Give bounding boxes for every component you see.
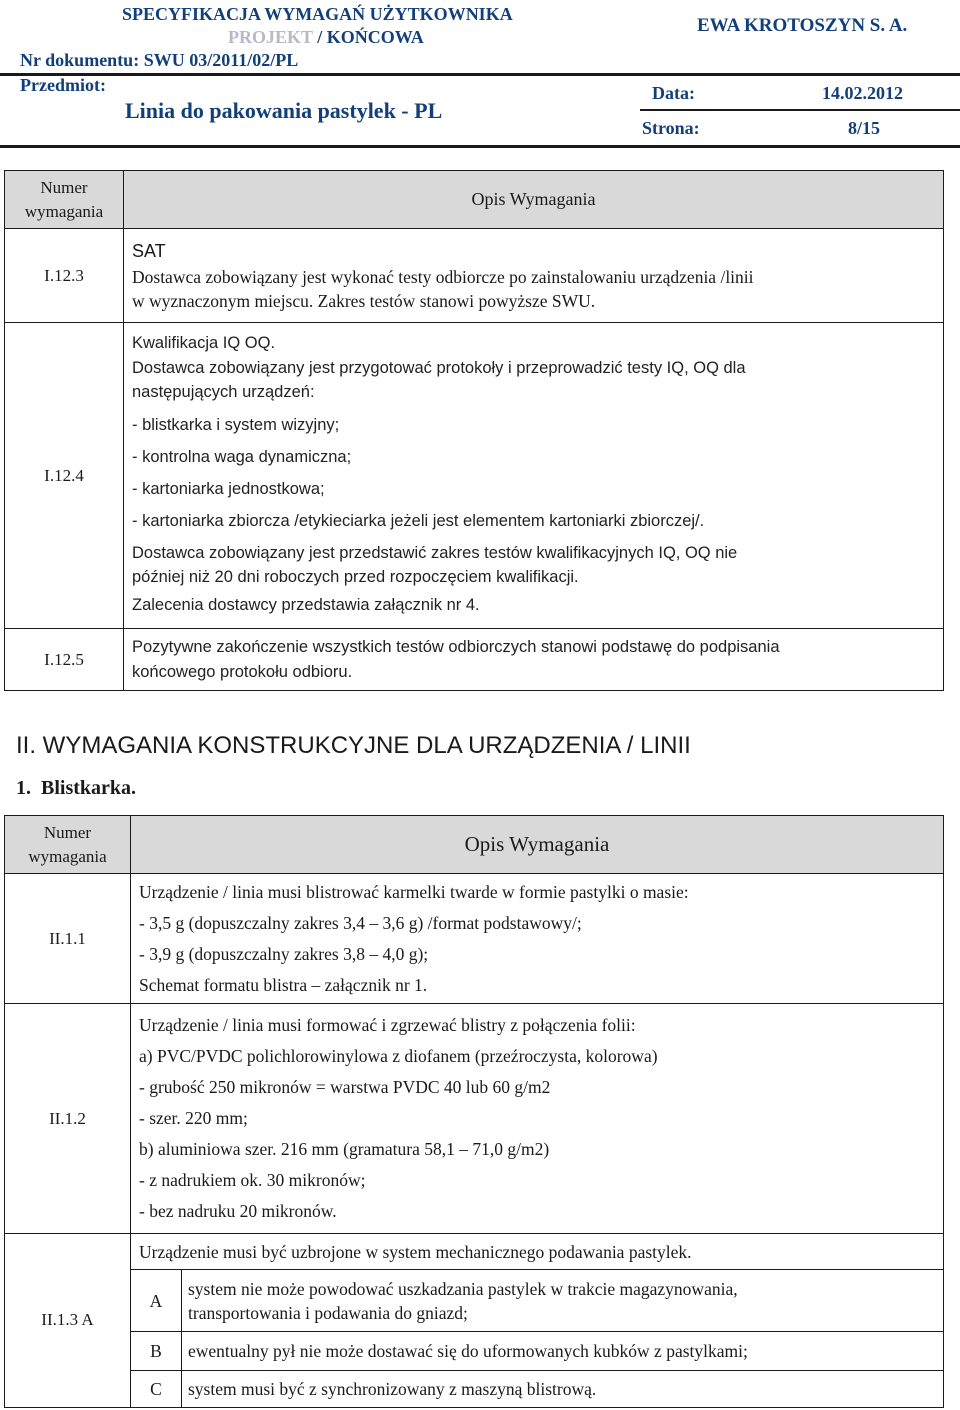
requirement-description [131,1004,944,1234]
description-line: system nie może powodować uszkadzania pastylek w trakcie magazynowania, [188,1278,738,1299]
description-line: - 3,9 g (dopuszczalny zakres 3,8 – 4,0 g); [139,943,429,964]
sub-requirement-text: system musi być z synchronizowany z maszyną blistrową. [182,1371,944,1407]
table-row [5,874,944,1004]
subject-value: Linia do pakowania pastylek - PL [125,98,443,123]
description-line: SAT [132,240,166,261]
description-line: w wyznaczonym miejscu. Zakres testów stanowi powyższe SWU. [132,290,596,311]
doc-number-row [20,50,298,71]
column-header-number [5,816,131,874]
table-row [5,1234,944,1408]
description-line: - grubość 250 mikronów = warstwa PVDC 40 lub 60 g/m2 [139,1077,551,1097]
sub-requirements-table [131,1269,943,1407]
doc-number: SWU 03/2011/02/PL [143,50,299,70]
table-row [5,323,944,629]
company-name: EWA KROTOSZYN S. A. [697,15,908,36]
requirements-table-1 [4,170,944,691]
header-rule-top [0,73,960,76]
description-line: - z nadrukiem ok. 30 mikronów; [139,1170,366,1190]
description-line: - kontrolna waga dynamiczna; [132,448,352,466]
sub-requirement-text: ewentualny pył nie może dostawać się do uformowanych kubków z pastylkami; [182,1332,944,1371]
description-line: następujących urządzeń: [132,383,315,401]
requirement-number: I.12.5 [5,629,124,691]
section-heading: II. WYMAGANIA KONSTRUKCYJNE DLA URZĄDZENIA / LINII [16,732,691,759]
column-header-number-line: Numer [40,177,88,197]
table-row [5,1004,944,1234]
subject-label: Przedmiot: [20,75,106,95]
description-line: Kwalifikacja IQ OQ. [132,334,276,352]
sub-requirement-row [131,1332,943,1371]
sub-requirement-row [131,1371,943,1407]
description-line: Dostawca zobowiązany jest przedstawić zakres testów kwalifikacyjnych IQ, OQ nie [132,544,738,562]
description-line: - bez nadruku 20 mikronów. [139,1201,337,1221]
status-projekt: PROJEKT [228,27,313,47]
description-line: transportowania i podawania do gniazd; [188,1302,468,1323]
requirement-number: I.12.3 [5,229,124,323]
column-header-description: Opis Wymagania [124,171,944,229]
date-label: Data: [652,83,695,103]
header-rule-bottom [0,145,960,148]
column-header-number-line: wymagania [24,201,104,221]
requirement-description [131,874,944,1004]
description-line: - szer. 220 mm; [139,1108,248,1128]
subsection-heading: 1. Blistkarka. [16,777,137,799]
requirement-number: II.1.3 A [5,1234,131,1408]
table-row [5,229,944,323]
requirements-table-2 [4,815,944,1408]
sub-requirement-letter: C [131,1371,182,1407]
requirement-description [124,323,944,629]
column-header-number [5,171,124,229]
page-number: 8/15 [848,118,881,138]
description-line: b) aluminiowa szer. 216 mm (gramatura 58,1 – 71,0 g/m2) [139,1139,550,1159]
description-line: Dostawca zobowiązany jest przygotować protokoły i przeprowadzić testy IQ, OQ dla [132,359,746,377]
description-line: - 3,5 g (dopuszczalny zakres 3,4 – 3,6 g) /format podstawowy/; [139,912,582,933]
description-line: później niż 20 dni roboczych przed rozpoczęciem kwalifikacji. [132,568,579,586]
date-divider [640,109,960,111]
requirement-number: II.1.1 [5,874,131,1004]
column-header-description: Opis Wymagania [131,816,944,874]
table-header-row [5,171,944,229]
document-status [228,27,424,48]
description-line: Schemat formatu blistra – załącznik nr 1. [139,974,428,995]
requirement-description [124,629,944,691]
sub-requirement-row [131,1270,943,1332]
sub-requirement-letter: B [131,1332,182,1371]
description-line: Dostawca zobowiązany jest wykonać testy odbiorcze po zainstalowaniu urządzenia /linii [132,266,754,287]
description-line: Zalecenia dostawcy przedstawia załącznik nr 4. [132,596,480,614]
description-line: Pozytywne zakończenie wszystkich testów odbiorczych stanowi podstawę do podpisania [132,637,780,656]
doc-number-label: Nr dokumentu: [20,50,140,70]
date-value: 14.02.2012 [822,83,903,103]
description-line: - kartoniarka zbiorcza /etykieciarka jeżeli jest elementem kartoniarki zbiorczej/. [132,512,705,530]
description-line: końcowego protokołu odbioru. [132,662,353,681]
page-label: Strona: [642,118,700,138]
column-header-number-line: Numer [43,822,92,842]
sub-requirement-letter: A [131,1270,182,1332]
description-line: - kartoniarka jednostkowa; [132,480,325,498]
requirement-number: II.1.2 [5,1004,131,1234]
table-header-row [5,816,944,874]
table-row [5,629,944,691]
column-header-number-line: wymagania [28,846,107,866]
requirement-number: I.12.4 [5,323,124,629]
description-line: Urządzenie / linia musi blistrować karmelki twarde w formie pastylki o masie: [139,881,689,902]
requirement-description [124,229,944,323]
description-line: - blistkarka i system wizyjny; [132,416,340,434]
description-line: Urządzenie musi być uzbrojone w system mechanicznego podawania pastylek. [139,1242,692,1262]
requirement-description [131,1234,944,1408]
description-line: a) PVC/PVDC polichlorowinylowa z diofanem (przeźroczysta, kolorowa) [139,1046,658,1066]
sub-requirement-text [182,1270,944,1332]
document-title: SPECYFIKACJA WYMAGAŃ UŻYTKOWNIKA [122,4,513,24]
status-koncowa: / KOŃCOWA [317,27,424,47]
description-line: Urządzenie / linia musi formować i zgrzewać blistry z połączenia folii: [139,1015,636,1035]
